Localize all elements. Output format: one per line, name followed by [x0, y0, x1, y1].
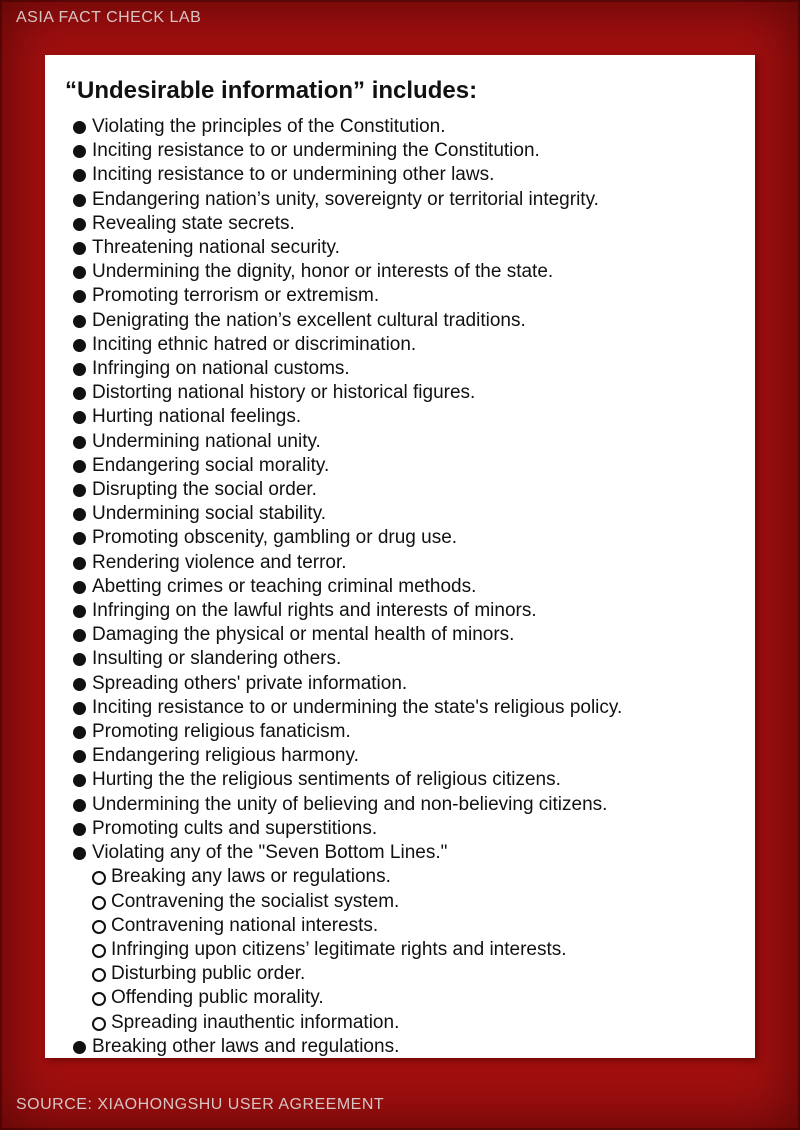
- open-bullet-icon: [92, 920, 106, 934]
- list-item: [73, 841, 741, 865]
- filled-bullet-icon: [73, 702, 86, 715]
- filled-bullet-icon: [73, 363, 86, 376]
- card-title: “Undesirable information” includes:: [65, 77, 478, 104]
- filled-bullet-icon: [73, 436, 86, 449]
- open-bullet-icon: [92, 871, 106, 885]
- list-item-text: Infringing on national customs.: [92, 358, 350, 380]
- source-credit: SOURCE: XIAOHONGSHU USER AGREEMENT: [16, 1096, 385, 1113]
- list-item-text: Undermining the unity of believing and non-believing citizens.: [92, 793, 608, 815]
- filled-bullet-icon: [73, 121, 86, 134]
- list-item-text: Insulting or slandering others.: [92, 648, 342, 670]
- list-item: [73, 357, 741, 381]
- list-item-text: Violating any of the "Seven Bottom Lines.": [92, 842, 448, 864]
- list-item: [73, 672, 741, 696]
- list-item: [73, 623, 741, 647]
- sub-list-item: [92, 865, 741, 889]
- sub-list-item: [92, 914, 741, 938]
- list-item: [73, 430, 741, 454]
- list-item: [73, 817, 741, 841]
- filled-bullet-icon: [73, 315, 86, 328]
- filled-bullet-icon: [73, 218, 86, 231]
- filled-bullet-icon: [73, 750, 86, 763]
- list-item-text: Breaking other laws and regulations.: [92, 1035, 400, 1057]
- list-item: [73, 115, 741, 139]
- sub-list-item: [92, 986, 741, 1010]
- list-item-text: Denigrating the nation’s excellent cultural traditions.: [92, 309, 526, 331]
- list-item-text: Rendering violence and terror.: [92, 551, 347, 573]
- filled-bullet-icon: [73, 629, 86, 642]
- list-item: [73, 1035, 741, 1058]
- list-item: [73, 163, 741, 187]
- filled-bullet-icon: [73, 484, 86, 497]
- filled-bullet-icon: [73, 581, 86, 594]
- list-item: [73, 744, 741, 768]
- sub-list-item-text: Offending public morality.: [111, 987, 324, 1009]
- list-item: [73, 502, 741, 526]
- filled-bullet-icon: [73, 799, 86, 812]
- filled-bullet-icon: [73, 387, 86, 400]
- sub-list-item: [92, 938, 741, 962]
- list-item: [73, 260, 741, 284]
- filled-bullet-icon: [73, 411, 86, 424]
- list-item-text: Promoting terrorism or extremism.: [92, 285, 380, 307]
- brand-banner: ASIA FACT CHECK LAB: [16, 9, 202, 26]
- list-item-text: Infringing on the lawful rights and interests of minors.: [92, 600, 537, 622]
- list-item: [73, 551, 741, 575]
- list-item-text: Endangering religious harmony.: [92, 745, 359, 767]
- sub-list-item-text: Contravening national interests.: [111, 914, 379, 936]
- list-item-text: Damaging the physical or mental health of minors.: [92, 624, 515, 646]
- filled-bullet-icon: [73, 847, 86, 860]
- list-item-text: Threatening national security.: [92, 237, 340, 259]
- sub-list-item: [92, 962, 741, 986]
- filled-bullet-icon: [73, 266, 86, 279]
- filled-bullet-icon: [73, 194, 86, 207]
- list-item: [73, 405, 741, 429]
- list-item: [73, 647, 741, 671]
- list-item-text: Abetting crimes or teaching criminal methods.: [92, 575, 477, 597]
- filled-bullet-icon: [73, 339, 86, 352]
- list-item-text: Undermining the dignity, honor or interests of the state.: [92, 261, 554, 283]
- list-item-text: Inciting resistance to or undermining the state's religious policy.: [92, 696, 623, 718]
- filled-bullet-icon: [73, 678, 86, 691]
- sub-list-item-text: Infringing upon citizens’ legitimate rights and interests.: [111, 938, 567, 960]
- list-item: [73, 720, 741, 744]
- list-item-text: Promoting religious fanaticism.: [92, 721, 351, 743]
- list-item-text: Hurting national feelings.: [92, 406, 302, 428]
- list-item: [73, 454, 741, 478]
- list-item-text: Endangering social morality.: [92, 454, 330, 476]
- list-item: [73, 284, 741, 308]
- undesirable-list: [65, 115, 741, 1058]
- sub-list-item: [92, 1011, 741, 1035]
- filled-bullet-icon: [73, 508, 86, 521]
- filled-bullet-icon: [73, 532, 86, 545]
- list-item: [73, 575, 741, 599]
- filled-bullet-icon: [73, 242, 86, 255]
- open-bullet-icon: [92, 1017, 106, 1031]
- list-item: [73, 696, 741, 720]
- filled-bullet-icon: [73, 774, 86, 787]
- open-bullet-icon: [92, 944, 106, 958]
- list-item-text: Undermining social stability.: [92, 503, 327, 525]
- filled-bullet-icon: [73, 557, 86, 570]
- list-item: [73, 478, 741, 502]
- list-item-text: Inciting resistance to or undermining the Constitution.: [92, 140, 540, 162]
- sub-list-item: [92, 890, 741, 914]
- list-item: [73, 333, 741, 357]
- filled-bullet-icon: [73, 726, 86, 739]
- list-item-text: Revealing state secrets.: [92, 212, 295, 234]
- list-item-text: Distorting national history or historical figures.: [92, 382, 476, 404]
- list-item-text: Promoting obscenity, gambling or drug use.: [92, 527, 458, 549]
- filled-bullet-icon: [73, 653, 86, 666]
- filled-bullet-icon: [73, 460, 86, 473]
- list-item: [73, 309, 741, 333]
- list-item-text: Hurting the the religious sentiments of religious citizens.: [92, 769, 561, 791]
- list-item: [73, 768, 741, 792]
- filled-bullet-icon: [73, 823, 86, 836]
- open-bullet-icon: [92, 968, 106, 982]
- open-bullet-icon: [92, 896, 106, 910]
- filled-bullet-icon: [73, 1041, 86, 1054]
- list-item: [73, 139, 741, 163]
- list-item: [73, 236, 741, 260]
- list-item-text: Endangering nation’s unity, sovereignty or territorial integrity.: [92, 188, 599, 210]
- content-card: [45, 55, 755, 1058]
- sub-list-item-text: Contravening the socialist system.: [111, 890, 400, 912]
- sub-list-item-text: Breaking any laws or regulations.: [111, 866, 391, 888]
- list-item: [73, 188, 741, 212]
- list-item: [73, 793, 741, 817]
- list-item-text: Spreading others' private information.: [92, 672, 408, 694]
- list-item-text: Promoting cults and superstitions.: [92, 817, 378, 839]
- sub-list-item-text: Spreading inauthentic information.: [111, 1011, 400, 1033]
- filled-bullet-icon: [73, 169, 86, 182]
- list-item-text: Disrupting the social order.: [92, 479, 317, 501]
- list-item: [73, 212, 741, 236]
- list-item: [73, 526, 741, 550]
- list-item-text: Violating the principles of the Constitution.: [92, 116, 446, 137]
- filled-bullet-icon: [73, 145, 86, 158]
- filled-bullet-icon: [73, 605, 86, 618]
- list-item-text: Inciting ethnic hatred or discrimination.: [92, 333, 417, 355]
- sub-list-item-text: Disturbing public order.: [111, 963, 306, 985]
- open-bullet-icon: [92, 992, 106, 1006]
- list-item-text: Inciting resistance to or undermining other laws.: [92, 164, 495, 186]
- list-item: [73, 381, 741, 405]
- filled-bullet-icon: [73, 290, 86, 303]
- list-item-text: Undermining national unity.: [92, 430, 321, 452]
- list-item: [73, 599, 741, 623]
